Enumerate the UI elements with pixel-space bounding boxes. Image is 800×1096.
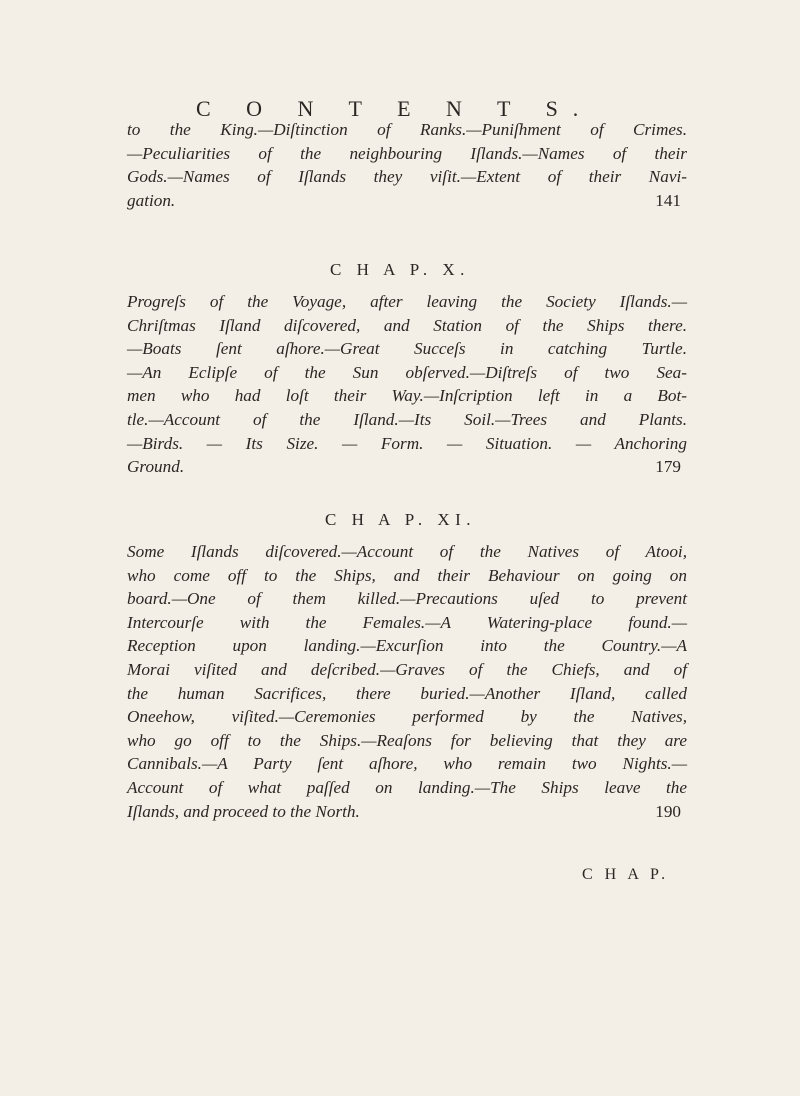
entry-line: who come off to the Ships, and their Behaviour on going on (127, 565, 687, 585)
entry-line: tle.—Account of the Iſland.—Its Soil.—Trees and Plants. (127, 409, 687, 429)
chapter-heading-x: C H A P. X. (330, 260, 470, 279)
entry-line: the human Sacrifices, there buried.—Another Iſland, called (127, 683, 687, 703)
entry-line: Intercourſe with the Females.—A Watering-place found.— (127, 612, 687, 632)
entry-line: who go off to the Ships.—Reaſons for believing that they are (127, 730, 687, 750)
entry-line: —An Eclipſe of the Sun obſerved.—Diſtreſs of two Sea- (127, 362, 687, 382)
entry-last-line (127, 455, 687, 479)
entry-line: Reception upon landing.—Excurſion into the Country.—A (127, 636, 687, 656)
entry-line: —Peculiarities of the neighbouring Iſlands.—Names of their (127, 143, 687, 163)
contents-entry-chap-11 (127, 540, 687, 823)
catchword: C H A P. (582, 866, 670, 883)
entry-last-line (127, 189, 687, 213)
entry-line: Morai viſited and deſcribed.—Graves of the Chiefs, and of (127, 659, 687, 679)
entry-line: —Boats ſent aſhore.—Great Succeſs in catching Turtle. (127, 339, 687, 359)
entry-line: Chriſtmas Iſland diſcovered, and Station of the Ships there. (127, 315, 687, 335)
entry-line: Account of what paſſed on landing.—The Ships leave the (127, 777, 687, 797)
running-head: C O N T E N T S. (196, 96, 594, 121)
page-number: 179 (655, 457, 681, 477)
entry-line: board.—One of them killed.—Precautions uſed to prevent (127, 589, 687, 609)
page-number: 141 (655, 190, 681, 210)
chapter-heading-xi: C H A P. XI. (325, 510, 477, 529)
contents-entry-chap-9-continued (127, 118, 687, 212)
entry-last-line (127, 800, 687, 824)
entry-line: gation. (127, 190, 176, 210)
contents-entry-chap-10 (127, 290, 687, 479)
entry-line: Ground. (127, 457, 185, 477)
entry-line: Progreſs of the Voyage, after leaving the Society Iſlands.— (127, 292, 687, 311)
entry-line: —Birds. — Its Size. — Form. — Situation. — Anchoring (127, 433, 687, 453)
page-number: 190 (655, 801, 681, 821)
entry-line: men who had loſt their Way.—Inſcription left in a Bot- (127, 386, 687, 406)
entry-line: Some Iſlands diſcovered.—Account of the Natives of Atooi, (127, 542, 687, 561)
entry-line: Oneehow, viſited.—Ceremonies performed by the Natives, (127, 707, 687, 727)
entry-line: to the King.—Diſtinction of Ranks.—Puniſhment of Crimes. (127, 120, 687, 139)
entry-line: Cannibals.—A Party ſent aſhore, who remain two Nights.— (127, 754, 687, 774)
entry-line: Iſlands, and proceed to the North. (127, 801, 360, 821)
entry-line: Gods.—Names of Iſlands they viſit.—Extent of their Navi- (127, 167, 687, 187)
